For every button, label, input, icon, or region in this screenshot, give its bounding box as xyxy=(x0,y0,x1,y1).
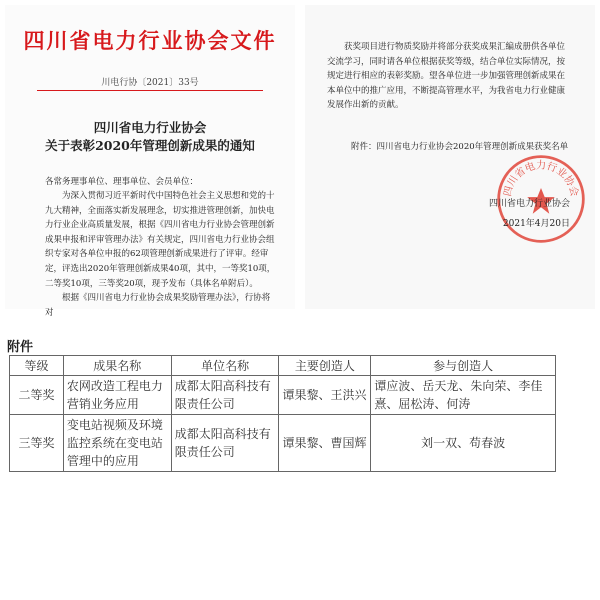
document-number: 川电行协〔2021〕33号 xyxy=(101,78,199,88)
achievement-name: 农网改造工程电力营销业务应用 xyxy=(63,376,171,415)
achievement-name: 变电站视频及环境监控系统在变电站管理中的应用 xyxy=(63,415,171,472)
unit-name: 成都太阳高科技有限责任公司 xyxy=(171,415,279,472)
column-header: 主要创造人 xyxy=(279,356,371,376)
notice-title xyxy=(5,119,295,155)
column-header: 单位名称 xyxy=(171,356,279,376)
participants: 刘一双、苟春波 xyxy=(371,415,556,472)
main-creators: 谭果黎、曹国辉 xyxy=(279,415,371,472)
notice-title-line2: 关于表彰2020年管理创新成果的通知 xyxy=(45,138,255,153)
notice-title-line1: 四川省电力行业协会 xyxy=(93,120,207,135)
column-header: 成果名称 xyxy=(63,356,171,376)
participants: 谭应波、岳天龙、朱向荣、李佳熹、屈松涛、何涛 xyxy=(371,376,556,415)
red-divider xyxy=(37,90,263,91)
table-row xyxy=(10,376,556,415)
column-header: 参与创造人 xyxy=(371,356,556,376)
unit-name: 成都太阳高科技有限责任公司 xyxy=(171,376,279,415)
body-paragraph-1: 为深入贯彻习近平新时代中国特色社会主义思想和党的十九大精神，全面落实新发展理念，切实推进管理创新，加快电力行业企业高质量发展，根据《四川省电力行业协会管理创新成果申报和评审管理办法》有关规定，四川省电力行业协会组织专家对各单位申报的62项管理创新成果进行了评审。经审定，评选出2020年管理创新成果40项，其中，一等奖10项，二等奖10项，三等奖20项，现予发布（具体名单附后）。 xyxy=(45,191,276,289)
annex-section xyxy=(5,322,595,595)
notice-page-1 xyxy=(5,5,295,318)
table-header-row xyxy=(10,356,556,376)
addressee: 各常务理事单位、理事单位、会员单位： xyxy=(45,177,199,187)
signature-date: 2021年4月20日 xyxy=(502,219,570,229)
body-paragraph-2: 根据《四川省电力行业协会成果奖励管理办法》，行协将对 xyxy=(45,293,271,318)
org-document-title: 四川省电力行业协会文件 xyxy=(23,28,277,53)
notice-body-continued xyxy=(327,40,573,113)
main-creators: 谭果黎、王洪兴 xyxy=(279,376,371,415)
column-header: 等级 xyxy=(10,356,64,376)
svg-text:四川省电力行业协会: 四川省电力行业协会 xyxy=(502,160,580,198)
signature-organization: 四川省电力行业协会 xyxy=(488,199,570,209)
body-paragraph-3: 获奖项目进行物质奖励并将部分获奖成果汇编成册供各单位交流学习，同时请各单位根据获奖等级，结合单位实际情况，按规定进行相应的表彰奖励。望各单位进一步加强管理创新成果在本单位中的推广应用，不断提高管理水平，为我省电力行业健康发展作出新的贡献。 xyxy=(327,42,566,111)
notice-body xyxy=(45,189,277,320)
annex-heading: 附件 xyxy=(7,340,34,355)
attachment-line: 附件：四川省电力行业协会2020年管理创新成果获奖名单 xyxy=(351,142,569,152)
notice-page-2 xyxy=(305,5,595,309)
table-row xyxy=(10,415,556,472)
award-table xyxy=(9,355,556,472)
award-level: 二等奖 xyxy=(10,376,64,415)
award-level: 三等奖 xyxy=(10,415,64,472)
